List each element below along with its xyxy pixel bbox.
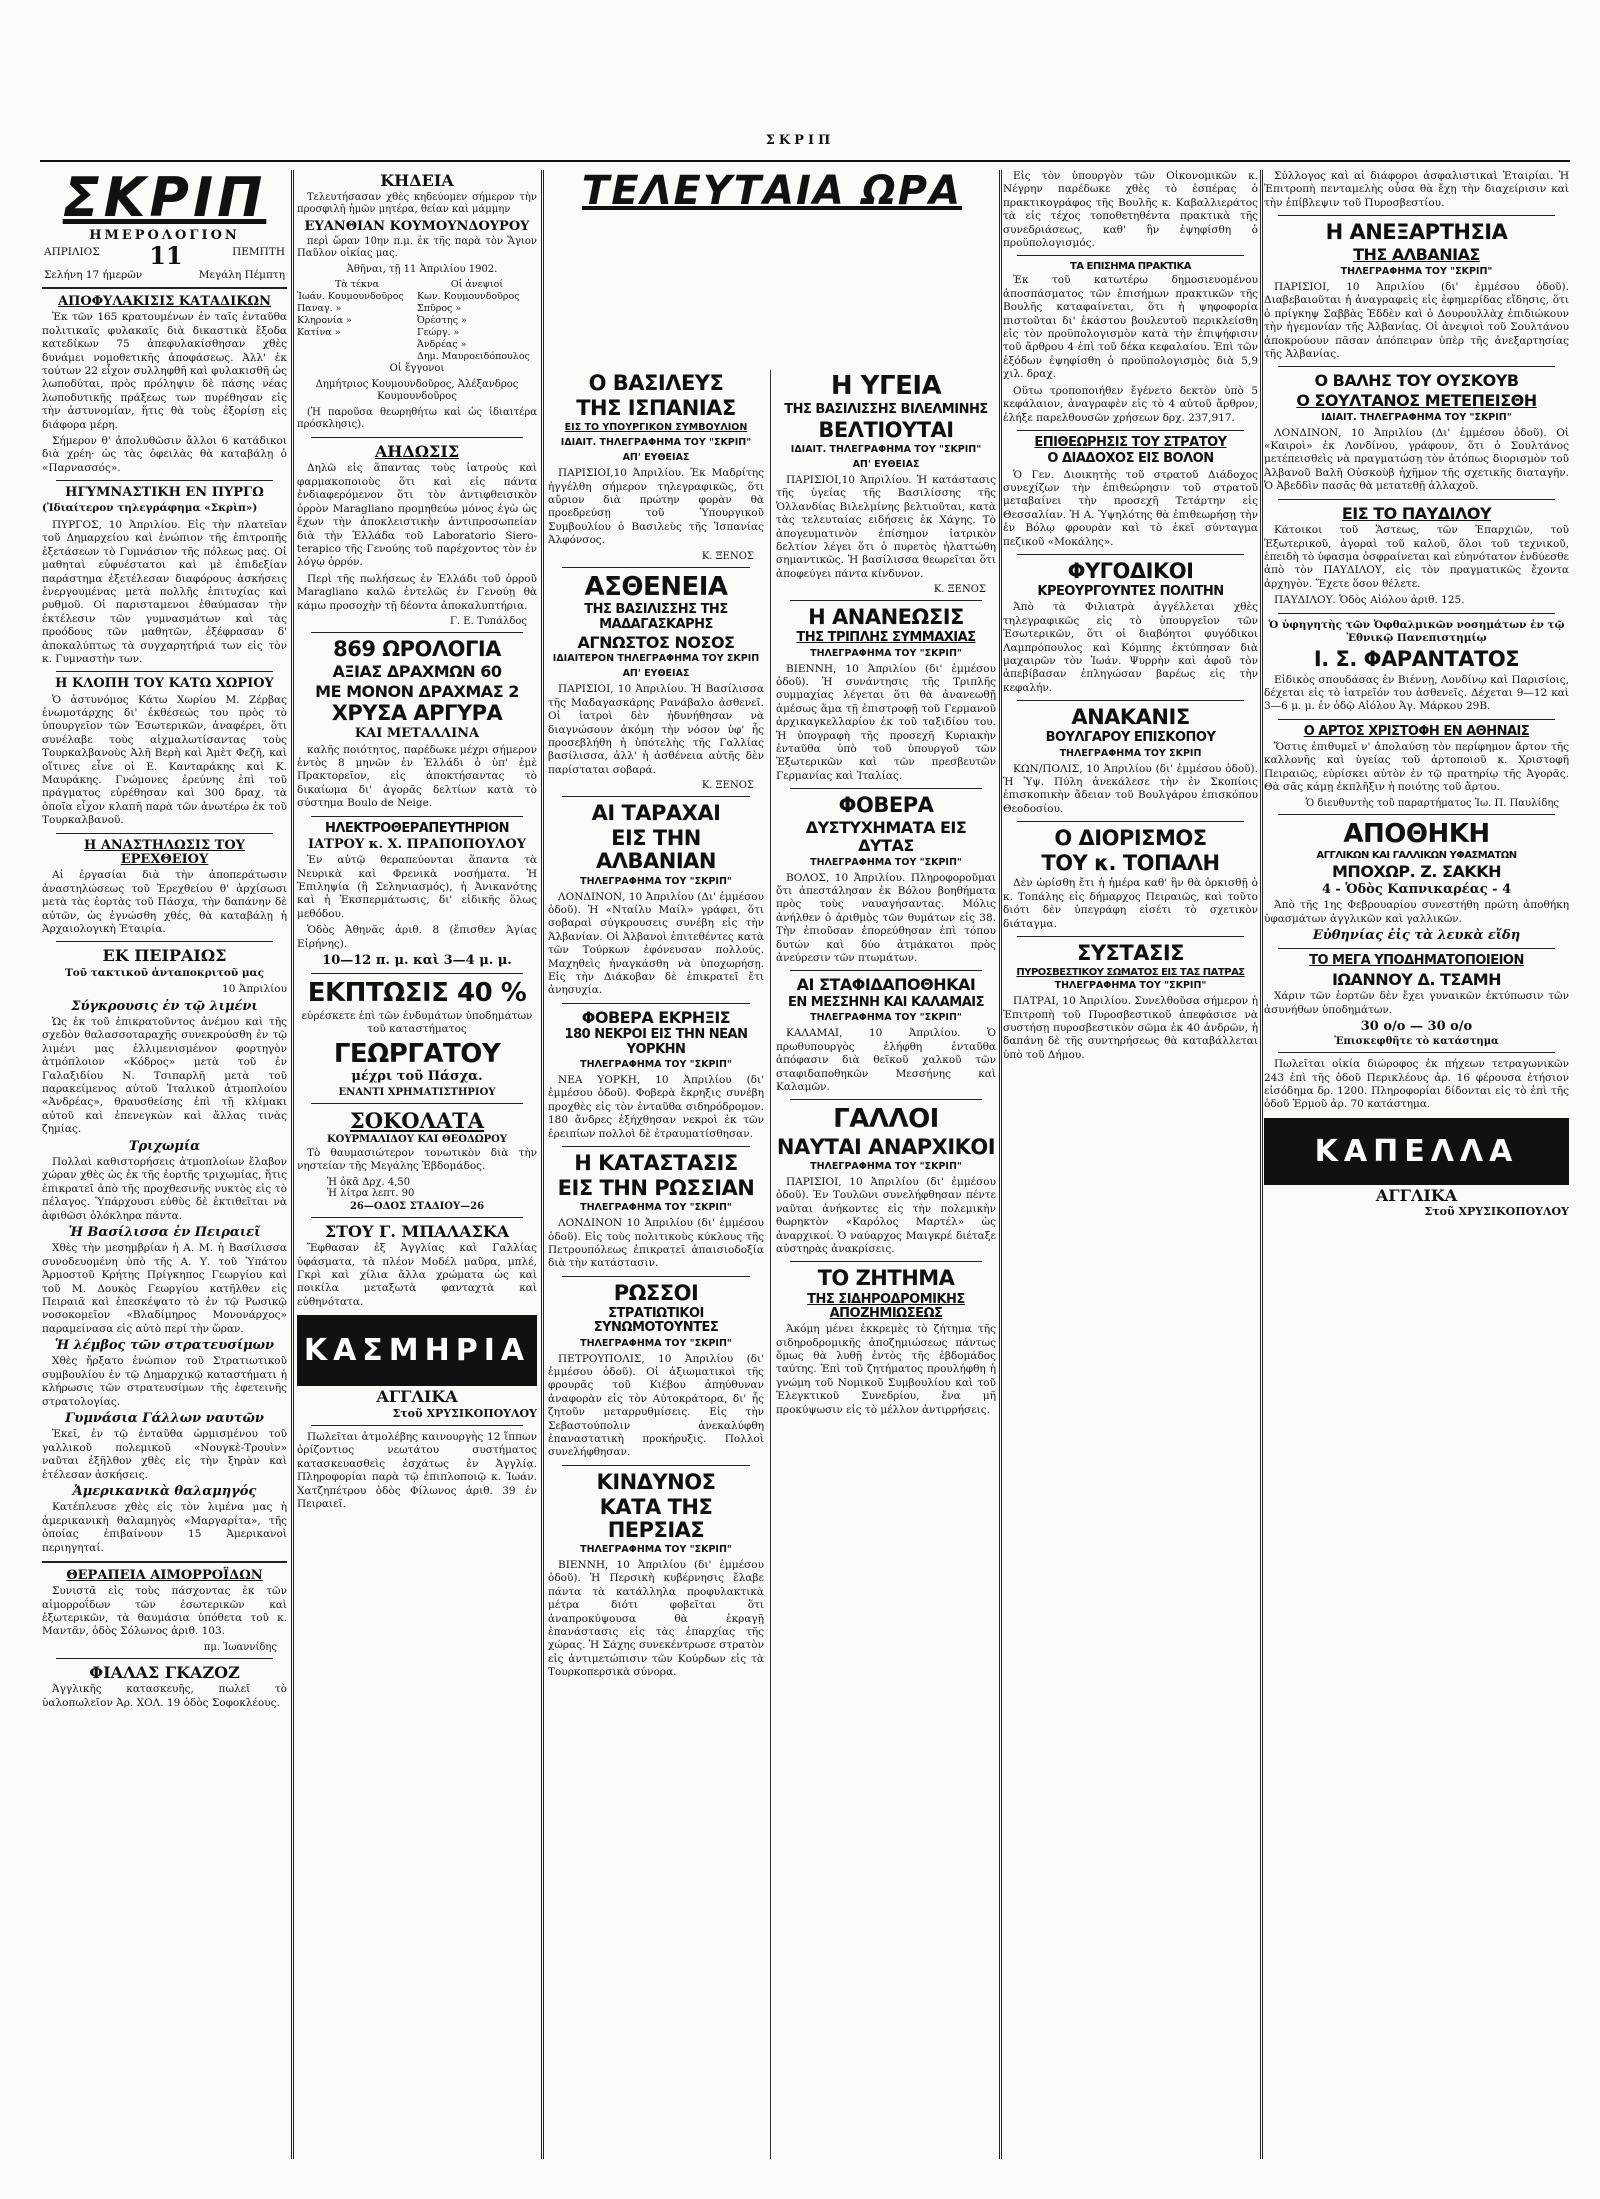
date-month: ΑΠΡΙΛΙΟΣ <box>44 246 100 258</box>
headline: ΑΣΘΕΝΕΙΑ <box>584 571 728 602</box>
article-text: ΚΩΝ/ΠΟΛΙΣ, 10 Ἀπριλίου (δι' ἐμμέσου ὁδοῦ). Ἡ Ὑψ. Πύλη ἀνεκάλεσε τὴν ἐν Σκοπίοις ἐπισκοπικὴν ἄδειαν τοῦ Βουλγάρου ἐπισκόπου Θεοδοσίου. <box>1003 762 1258 815</box>
store-line: Εὐθηνίας ἐἰς τὰ λευκὰ εἴδη <box>1312 927 1521 943</box>
byline: ΤΗΛΕΓΡΑΦΗΜΑ ΤΟΥ "ΣΚΡΙΠ" <box>580 875 732 887</box>
subhead: ΕΙΣ ΤΟ ΥΠΟΥΡΓΙΚΟΝ ΣΥΜΒΟΥΛΙΟΝ <box>564 422 748 434</box>
article-text: ΛΟΝΔΙΝΟΝ, 10 Ἀπριλίου (Δι' ἐμμέσου ὁδοῦ). Οἱ «Καιροὶ» ἐκ Λονδίνου, γράφουν, ὅτι ὁ Σουλτάνος μετέπεισθεὶς νὰ πραγματώσῃ τὸν ἀτόπως διορισμὸν τοῦ Ἀλβανοῦ Βαλῆ Οὐσκοὺβ ἠχῆμον τῆς σχετικῆς διαταγῆν. Ὁ Ἀβεδδὶν πασᾶς θὰ μετατεθῇ ἀλλαχοῦ. <box>1264 426 1569 493</box>
headline-gym: ΗΓΥΜΝΑΣΤΙΚΗ ΕΝ ΠΥΡΓΩ <box>65 485 264 501</box>
divider <box>1278 613 1555 614</box>
column-rule <box>999 170 1002 2159</box>
headline: 180 ΝΕΚΡΟΙ ΕΙΣ ΤΗΝ ΝΕΑΝ ΥΟΡΚΗΝ <box>564 1027 748 1057</box>
headline: ΑΙ ΤΑΡΑΧΑΙ <box>591 801 721 826</box>
byline: ΑΠ' ΕΥΘΕΙΑΣ <box>622 668 690 680</box>
mourner-name: Σπῦρος » <box>417 303 462 315</box>
headline: ΚΡΕΟΥΡΓΟΥΝΤΕΣ ΠΟΛΙΤΗΝ <box>1037 584 1224 600</box>
divider <box>790 600 982 601</box>
divider <box>1278 1052 1555 1053</box>
headline: ΕΙΣ ΤΟ ΠΑΥΔΙΛΟΥ <box>1341 503 1492 523</box>
divider <box>1278 814 1555 815</box>
divider <box>562 1276 750 1277</box>
ad-intro: Ὁ ὑφηγητὴς τῶν Ὀφθαλμικῶν νοσημάτων ἐν τῷ Ἐθνικῷ Πανεπιστημίῳ <box>1268 618 1565 644</box>
byline: ΑΠ' ΕΥΘΕΙΑΣ <box>852 458 920 470</box>
byline: ΤΗΛΕΓΡΑΦΗΜΑ ΤΟΥ "ΣΚΡΙΠ" <box>580 1202 732 1214</box>
subhead: Τριχωμία <box>128 1138 201 1154</box>
electro-doctor: ΙΑΤΡΟΥ κ. Χ. ΠΡΑΠΟΠΟΥΛΟΥ <box>308 836 526 852</box>
byline: ΤΗΛΕΓΡΑΦΗΜΑ ΤΟΥ "ΣΚΡΙΠ" <box>1054 980 1207 992</box>
electro-title: ΗΛΕΚΤΡΟΘΕΡΑΠΕΥΤΗΡΙΟΝ <box>324 820 510 836</box>
divider <box>311 1103 523 1104</box>
divider <box>790 788 982 789</box>
headline: Ο ΑΡΤΟΣ ΧΡΙΣΤΟΦΗ ΕΝ ΑΘΗΝΑΙΣ <box>1303 723 1530 739</box>
headline: ΦΥΓΟΔΙΚΟΙ <box>1067 558 1194 583</box>
notice-text: Δηλῶ εἰς ἅπαντας τοὺς ἰατροὺς καὶ φαρμακοποιοὺς ὅτι καὶ εἰς πάντα ἐνδιαφερόμενον ὅτι τὸν ἀντιφθεισικὸν ὀρρὸν Maragliano προμηθεύω μόνος ἐγὼ ὡς ἔχων τὴν ἀποκλειστικὴν ἀντιπροσωπείαν διὰ τὴν Ἑλλάδα τοῦ Laboratorio Siero-terapico τῆς Γενούης τοῦ παρέχοντος τὸν ἐν λόγῳ ὀρρόν. <box>297 462 537 569</box>
headline: Ο ΔΙΑΔΟΧΟΣ ΕΙΣ ΒΟΛΟΝ <box>1047 451 1214 467</box>
tsami-price: 30 ο/ο — 30 ο/ο <box>1360 1018 1473 1034</box>
headline: ΦΟΒΕΡΑ <box>838 793 934 818</box>
divider <box>311 1217 523 1218</box>
article-text: Κατέπλευσε χθὲς εἰς τὸν λιμένα μας ἡ ἀμερικανικὴ θαλαμηγὸς «Μαργαρίτα», τῆς ὁποίας ἐπιβαίνουν 15 Ἀμερικανοὶ περιηγηταί. <box>42 1501 287 1554</box>
article-text: Σύλλογος καὶ αἱ διάφοροι ἀσφαλιστικαὶ Ἑταιρίαι. Ἡ Ἐπιτροπὴ πενταμελὴς οὖσα θὰ ἔχῃ τὴν διαχείρισιν καὶ τὴν ἐπίβλεψιν τοῦ Πυροσβεστίου. <box>1264 170 1569 209</box>
article-text: Δὲν ὡρίσθη ἔτι ἡ ἡμέρα καθ' ἣν θὰ ὁρκισθῇ ὁ κ. Τοπάλης εἰς δήμαρχος Πειραιῶς, καὶ τοῦτο διότι δὲν ὑπεγράφη εἰσέτι τὸ σχετικὸν διάταγμα. <box>1003 877 1258 930</box>
divider <box>562 1465 750 1466</box>
divider <box>56 1658 273 1659</box>
clock-gold: ΧΡΥΣΑ ΑΡΓΥΡΑ <box>331 701 503 726</box>
headline: ΚΑΤΑ ΤΗΣ ΠΕΡΣΙΑΣ <box>599 1494 713 1542</box>
headline: ΤΗΣ ΑΛΒΑΝΙΑΣ <box>1353 245 1480 265</box>
column-2 <box>297 170 537 2159</box>
headline: ΤΗΣ ΤΡΙΠΛΗΣ ΣΥΜΜΑΧΙΑΣ <box>796 630 976 646</box>
column-rule <box>541 170 544 2159</box>
headline: ΣΥΣΤΑΣΙΣ <box>1077 941 1184 965</box>
headline-theft: Η ΚΛΟΠΗ ΤΟΥ ΚΑΤΩ ΧΩΡΙΟΥ <box>55 676 274 692</box>
headline: ΕΝ ΜΕΣΣΗΝΗ ΚΑΙ ΚΑΛΑΜΑΙΣ <box>788 995 984 1010</box>
discount-addr: ΕΝΑΝΤΙ ΧΡΗΜΑΤΙΣΤΗΡΙΟΥ <box>338 1086 496 1098</box>
headline: ΦΟΒΕΡΑ ΕΚΡΗΞΙΣ <box>581 1007 731 1027</box>
sale-text: Πωλεῖται ἀτμολέβης καινουργὴς 12 ἵππων ὁρίζοντιος νεωτάτου συστήματος κατασκευασθεὶς ἐσχάτως ἐν Ἀγγλίᾳ. Πληροφορίαι παρὰ τῷ ἐπιπλοποιῷ κ. Ἰωάν. Χατζηπέτρου ὁδὸς Φίλωνος ἀριθ. 39 ἐν Πειραιεῖ. <box>297 1430 537 1510</box>
subhead: Ἡ λέμβος τῶν στρατευσίμων <box>54 1338 275 1354</box>
notice-text: Περὶ τῆς πωλήσεως ἐν Ἑλλάδι τοῦ ὀρροῦ Maragliano καλῶ ἐντελῶς ἐν Γενούῃ θὰ κάμω προσοχὴν τῇ δέοντα ἀποκαλυπτήρια. <box>297 572 537 612</box>
article-text: ΝΕΑ ΥΟΡΚΗ, 10 Ἀπριλίου (δι' ἐμμέσου ὁδοῦ). Φοβερὰ ἔκρηξις συνέβη προχθὲς εἰς τὸν ἐνταῦθα σιδηρόδρομον. 180 ἄνδρες ἐξήχθησαν νεκροὶ ἐκ τῶν ἐρειπίων πολλοὶ δὲ ἐτραυματίσθησαν. <box>548 1073 764 1140</box>
clock-title: 869 ΩΡΟΛΟΓΙΑ <box>333 636 501 661</box>
ad-text: Συνιστᾶ εἰς τοὺς πάσχοντας ἐκ τῶν αἱμορροΐδων τῶν ἐσωτερικῶν καὶ ἐξωτερικῶν, τὰ θαυμάσια ὑπόθετα τοῦ κ. Μαντᾶν, ὁδὸς Σόλωνος ἀριθ. 103. <box>42 1585 287 1638</box>
headline: ΤΗΣ ΣΙΔΗΡΟΔΡΟΜΙΚΗΣ ΑΠΟΖΗΜΙΩΣΕΩΣ <box>807 1291 965 1321</box>
funeral-relatives: Οἱ ἔγγονοι <box>389 363 445 375</box>
headline: Η ΥΓΕΙΑ <box>830 371 942 401</box>
cashmere-store: Στοῦ ΧΡΥΣΙΚΟΠΟΥΛΟΥ <box>392 1406 537 1420</box>
funeral-names-right <box>417 291 537 363</box>
divider <box>311 973 523 974</box>
running-head: ΣΚΡΙΠ <box>765 133 835 148</box>
byline: ΤΗΛΕΓΡΑΦΗΜΑ ΤΟΥ "ΣΚΡΙΠ" <box>810 1012 962 1024</box>
clock-metal: ΚΑΙ ΜΕΤΑΛΛΙΝΑ <box>354 726 480 742</box>
column-5 <box>1264 170 1569 2159</box>
headline: Ι. Σ. ΦΑΡΑΝΤΑΤΟΣ <box>1313 647 1520 672</box>
divider <box>311 632 523 633</box>
divider <box>1017 700 1244 701</box>
headline: ΤΗΣ ΒΑΣΙΛΙΣΣΗΣ ΤΗΣ ΜΑΔΑΓΑΣΚΑΡΗΣ <box>584 602 728 632</box>
subhead: Σύγκρουσις ἐν τῷ λιμένι <box>71 998 258 1014</box>
article-text: ΒΟΛΟΣ, 10 Ἀπριλίου. Πληροφοροῦμαι ὅτι ἀπεστάλησαν ἐκ Βόλου βοηθήματα πρὸς τοὺς ναυαγήσαντας. Μόλις ἀνήλθεν ὁ ἀριθμὸς τῶν θυμάτων εἰς 38. Τὴν ἐπιοῦσαν ἐπορεύθησαν ἐπὶ τόπου δυτών καὶ δύο ἀτμάκατοι πρὸς ἀνεύρεσιν τῶν πτωμάτων. <box>776 871 996 964</box>
article-text: ΠΑΡΙΣΙΟΙ,10 Ἀπριλίου. Ἡ κατάστασις τῆς ὑγείας τῆς Βασιλίσσης τῆς Ὁλλανδίας Βιλελμίνης βελτιοῦται, κατὰ τὰς τελευταίας ειδήσεις ἐκ Χάγης. Τὸ ἀπογευματινὸν ἐπίσημον ἰατρικὸν δελτίον λέγει ὅτι ὁ πυρετὸς ἠλαττώθη σημαντικῶς. Ἡ βασίλισσα θεωρεῖται ὅτι ἀποφεύγει πάντα κίνδυνον. <box>776 473 996 580</box>
choc-price: Ἡ ὀκᾶ Δρχ. 4,50 <box>327 1176 411 1188</box>
article-text: ΒΙΕΝΝΗ, 10 Ἀπριλίου (δι' ἐμμέσου ὁδοῦ). Ἡ συνάντησις τῆς Τριπλῆς συμμαχίας λέγεται ὅτι θὰ ἀνανεωθῇ ἀμέσως ἅμα τῇ ἐπιστροφῇ τοῦ Γερμανοῦ ἀρχικαγκελλαρίου ἐκ τοῦ ταξιδίου του. Ἡ ὑπογραφὴ τῆς προσεχῆ Κυριακὴν ἐνταῦθα ὑπὸ τοῦ ὑπουργοῦ τῶν Ἐξωτερικῶν καὶ τῶν πρεσβευτῶν Γερμανίας καὶ Ἰταλίας. <box>776 662 996 782</box>
date-box <box>44 241 285 270</box>
headline: ΝΑΥΤΑΙ ΑΝΑΡΧΙΚΟΙ <box>776 1134 996 1159</box>
byline: ΤΗΛΕΓΡΑΦΗΜΑ ΤΟΥ "ΣΚΡΙΠ" <box>1340 265 1493 277</box>
divider <box>56 941 273 942</box>
divider <box>311 816 523 817</box>
headline: ΒΕΛΤΙΟΥΤΑΙ <box>818 417 954 442</box>
byline: ΑΠ' ΕΥΘΕΙΑΣ <box>622 452 690 464</box>
funeral-title: ΚΗΔΕΙΑ <box>380 171 454 190</box>
headline-therapy: ΘΕΡΑΠΕΙΑ ΑΙΜΟΡΡΟΪΔΩΝ <box>66 1567 263 1583</box>
byline: ΤΗΛΕΓΡΑΦΗΜΑ ΤΟΥ "ΣΚΡΙΠ" <box>580 1337 732 1349</box>
headline: Η ΑΝΕΞΑΡΤΗΣΙΑ <box>1325 220 1508 245</box>
funeral-note: (Ἡ παροῦσα θεωρηθήτω καὶ ὡς ἰδιαιτέρα πρόσκλησις). <box>297 406 537 431</box>
article-text: Οὕτω τροποποιήθεν ἔγένετο δεκτὸν ὑπὸ 5 κεφάλαιον, ἀναγραφὲν εἰς τὸ 4 αὐτοῦ ἄρθρον, ἐλήξε παρελθουσῶν χρήσεων δρχ. 237,917. <box>1003 384 1258 424</box>
funeral-time: περὶ ὥραν 10ην π.μ. ἐκ τῆς παρὰ τὸν Ἅγιον Παῦλον οἰκίας μας. <box>297 235 537 260</box>
funeral-names-left <box>297 291 417 363</box>
divider <box>1017 554 1244 555</box>
article-text: ΚΑΛΑΜΑΙ, 10 Ἀπριλίου. Ὁ πρωθυπουργὸς ἐλήφθη ἐνταῦθα ἀπόφασιν διὰ θεῖκοῦ χαλκοῦ τῶν σταφιδαποθηκῶν Μεσσήνης καὶ Καλαμῶν. <box>776 1027 996 1093</box>
mourner-name: Ὀρέστης » <box>417 315 467 327</box>
electro-text: Ἐν αὐτῷ θεραπεύονται ἅπαντα τὰ Νευρικὰ καὶ Φρενικὰ νοσήματα. Ἡ Ἐπιληψία (ἢ Σεληνιασμός), ἡ Ἀνικανότης καὶ ἡ Ἐκσπερμάτωσις, δι' εἰδικῆς ὅλως μεθόδου. <box>297 854 537 920</box>
headline: ΕΙΣ ΤΗΝ ΡΩΣΣΙΑΝ <box>557 1176 755 1201</box>
article-text: ΠΑΡΙΣΙΟΙ, 10 Ἀπριλίου (δι' ἐμμέσου ὁδοῦ). Διαβεβαιοῦται ἡ ἀναγραφεὶς εἰς ἐφημερίδας εἴδησις, ὅτι ὁ πρίγκηψ Σαββὰς Ἐδδὲν καὶ ὁ Δουρουλλὰχ ἐπιδιώκουν τὴν ἡγεμονίαν τῆς Ἀλβανίας. Οἱ ἀνεψιοὶ τοῦ Σουλτάνου ἀποκρούουν πᾶσαν ἀπόπειραν ὑπὲρ τῆς ἀνεξαρτησίας τῆς Ἀλβανίας. <box>1264 280 1569 360</box>
headline: ΑΝΑΚΑΝΙΣ <box>1071 705 1190 730</box>
mourner-name: Ἀνδρέας » <box>417 339 467 351</box>
hat-sub: ΑΓΓΛΙΚΑ <box>1375 1185 1458 1205</box>
subhead: Ἀμερικανικὰ θαλαμηγός <box>72 1484 257 1499</box>
headline: Ο ΒΑΣΙΛΕΥΣ <box>588 371 724 395</box>
electro-address: Ὁδὸς Ἀθηνᾶς ἀριθ. 8 (ἔπισθεν Ἁγίας Εἰρήνης). <box>297 924 537 950</box>
choc-price: Ἡ λίτρα λεπτ. 90 <box>327 1187 415 1199</box>
divider <box>1278 215 1555 216</box>
headline: Η ΚΑΤΑΣΤΑΣΙΣ <box>574 1151 738 1175</box>
column-4 <box>1003 170 1258 2159</box>
article-text: Ὁ ἀστυνόμος Κάτω Χωρίου Μ. Ζέρβας ἐνωμοτάρχης δι' ἐκθέσεώς του πρὸς τὸ ὑπουργεῖον τῶν Ἐσωτερικῶν, ἀναφέρει, ὅτι συνέλαβε τοὺς αἰχμαλωτίσαντας τοὺς Τουρκαλβανοὺς Ἀλῆ Βερὴ καὶ Ἀμὲτ Φεζῆ, καὶ οἵτινες εἶνε οἱ Ε. Κανταράκης καὶ Κ. Μαυράκης. Γνώμονες ἐρεύνης ἐπὶ τοῦ πράγματος εὑρέθησαν καὶ 300 δραχ. τὰ ὁποῖα εἶχον κλαπῆ παρὰ τῶν ἀνωτέρω ἐκ τοῦ Τουρκαλβανοῦ. <box>42 693 287 827</box>
mourner-name: Ἰωάν. Κουμουνδοῦρος <box>297 291 404 303</box>
date-day: 11 <box>149 241 183 270</box>
headline: ΤΟΥ κ. ΤΟΠΑΛΗ <box>1041 851 1220 876</box>
headline: ΔΥΣΤΥΧΗΜΑΤΑ ΕΙΣ ΔΥΤΑΣ <box>805 818 967 855</box>
article-text: ΠΑΡΙΣΙΟΙ,10 Ἀπριλίου. Ἐκ Μαδρίτης ἠγγέλθη σήμερον τηλεγραφικῶς, ὅτι αὔριον διὰ πρώτην φορὰν θὰ προεδρεύσῃ τοῦ Ὑπουργικοῦ Συμβουλίου ὁ Βασιλεὺς τῆς Ἱσπανίας Ἀλφόνσος. <box>548 467 764 547</box>
headline: ΚΙΝΔΥΝΟΣ <box>596 1469 716 1494</box>
headline: ΤΗΣ ΒΑΣΙΛΙΣΣΗΣ ΒΙΛΕΛΜΙΝΗΣ <box>784 401 988 417</box>
article-text: Ἐκ τοῦ κατωτέρω δημοσιευομένου ἀποσπάσματος τῶν ἐπισήμων πρακτικῶν τῆς Βουλῆς καταφαίνεται, ὅτι ἡ ψηφοφορία πιστοῦται δι' ἑκάστου βουλευτοῦ περικλείσθη εἰς τὸν προϋπολογισμὸν κατὰ τὴν ἐπιψήφισιν τοῦ ἄρθρου 4 ἐπὶ τοῦ δέκα κεφαλαίου. Ἐπὶ τῶν ἐξόδων ἐψηφίσθη ὁ προϋπολογισμὸς διὰ 5,9 χιλ. δραχ. <box>1003 274 1258 381</box>
ad-signature: πμ. Ἰωαννίδης <box>203 1641 277 1653</box>
column-1 <box>42 170 287 2159</box>
headline: ΕΠΙΘΕΩΡΗΣΙΣ ΤΟΥ ΣΤΡΑΤΟΥ <box>1034 434 1227 450</box>
byline: ΤΗΛΕΓΡΑΦΗΜΑ ΤΟΥ "ΣΚΡΙΠ" <box>580 1058 732 1070</box>
divider <box>42 287 287 289</box>
ad-text: Πωλεῖται οἰκία διώροφος ἐκ πήχεων τετραγωνικῶν 243 ἐπὶ τῆς ὁδοῦ Περικλέους ἀρ. 16 φέρουσα ἐτήσιον εἰσόδημα δρ. 1200. Πληροφορίαι δίδονται εἰς τὸ ἐπὶ τῆς ὁδοῦ Ἑρμοῦ ἀρ. 70 κατάστημα. <box>1264 1058 1569 1111</box>
article-text: ΠΑΡΙΣΙΟΙ, 10 Ἀπριλίου (δι' ἐμμέσου ὁδοῦ). Ἐν Τουλῶνι συνελήφθησαν πέντε ναῦται ἀνήκοντες εἰς τὴν πολεμικὴν θωρηκτὸν «Καρόλος Μαρτέλ» ὡς ἀναρχικοί. Ὁ ναύαρχος Μαιγκρέ διέταξε αὐστηρὰς ἀνακρίσεις. <box>776 1176 996 1256</box>
discount-store: ΓΕΩΡΓΑΤΟΥ <box>333 1038 501 1069</box>
mourner-name: Παναγ. » <box>297 303 342 315</box>
headline: Ο ΒΑΛΗΣ ΤΟΥ ΟΥΣΚΟΥΒ <box>1314 371 1519 391</box>
headline: ΜΠΟΧΩΡ. Ζ. ΣΑΚΚΗ <box>1332 862 1501 882</box>
article-text: ΠΥΡΓΟΣ, 10 Ἀπριλίου. Εἰς τὴν πλατεῖαν τοῦ Δημαρχείου καὶ ἐνώπιον τῆς ἐπιτροπῆς ἐξετάσεων τὸ Γυμνάσιον τῆς πόλεως μας. Οἱ μαθηταὶ εὐφυέστατοι καὶ μὲ ἐπιδεξίαν παράστημα ἐξετέλεσαν διαφόρους ἀσκήσεις ἐνεργουμένας μετὰ πολλῆς ἐπιτυχίας καὶ ρυθμοῦ. Οἱ παρισταμενοι ἐθαύμασαν τὴν ἐκτέλεσιν τῶν γυμνασμάτων καὶ τὰς προόδους τῶν μαθητῶν, ἐξέφρασαν δ' ἀποκαλύπτως τὰ συγχαρητήριά των εἰς τὸν κ. Γυμναστὴν των. <box>42 518 287 665</box>
article-text: Ὁ Γεν. Διοικητὴς τοῦ στρατοῦ Διάδοχος συνεχίζων τὴν ἐπιθεώρησιν τοῦ στρατοῦ μεταβαίνει τὴν προσεχῆ Τετάρτην εἰς Θεσσαλίαν. Ἡ Α. Ὑψηλότης θὰ ἐπιθεωρήσῃ τὴν ἐν Βόλῳ φρουρὰν καὶ τὸ ἐκεῖ σύνταγμα πεζικοῦ «Μοκάλης». <box>1003 468 1258 548</box>
divider <box>790 970 982 971</box>
electro-hours: 10—12 π. μ. καὶ 3—4 μ. μ. <box>322 953 512 969</box>
subhead: Ἡ Βασίλισσα ἐν Πειραιεῖ <box>68 1225 261 1241</box>
divider <box>311 437 523 438</box>
article-text: Πολλαὶ καθιστορήσεις ἀτμοπλοίων ἔλαβον χώραν χθὲς ὡς ἐκ τῆς ἑορτῆς τριχωμίας, ἥτις ἐπικρατεῖ ἀπὸ τῆς προχθεσινῆς νυκτὸς εἰς τὸ πέλαγος. Ὑπάρχουσι εὐθὺς δὲ ἐκτιθεῖται νὰ ἀφιθῶσι ὁλόκληρα πάντα. <box>42 1155 287 1222</box>
byline: ΤΗΛΕΓΡΑΦΗΜΑ ΤΟΥ ΣΚΡΙΠ <box>1059 747 1202 759</box>
headline-glass: ΦΙΑΛΑΣ ΓΚΑΖΟΖ <box>89 1662 240 1682</box>
headline: ΤΑ ΕΠΙΣΗΜΑ ΠΡΑΚΤΙΚΑ <box>1069 261 1192 273</box>
byline: ΙΔΙΑΙΤΕΡΟΝ ΤΗΛΕΓΡΑΦΗΜΑ ΤΟΥ ΣΚΡΙΠ <box>552 653 760 665</box>
top-rule <box>40 160 1570 162</box>
mpalaska-title: ΣΤΟΥ Γ. ΜΠΑΛΑΣΚΑ <box>324 1221 510 1241</box>
article-text: ΛΟΝΔΙΝΟΝ 10 Ἀπριλίου (δι' ἐμμέσου ὁδοῦ). Εἰς τοὺς πολιτικοὺς κύκλους τῆς Πετρουπόλεως ἐπικρατεῖ ἀπαισιοδοξία διὰ τὴν κατάστασιν. <box>548 1217 764 1270</box>
date-great: Μεγάλη Πέμπτη <box>198 269 285 281</box>
divider <box>790 1261 982 1262</box>
cashmere-title: ΚΑΣΜΗΡΙΑ <box>297 1315 537 1386</box>
funeral-mourners <box>297 279 537 363</box>
divider <box>1017 255 1244 256</box>
choc-title: ΣΟΚΟΛΑΤΑ <box>349 1107 485 1133</box>
hat-title: ΚΑΠΕΛΛΑ <box>1264 1118 1569 1185</box>
byline: ΤΗΛΕΓΡΑΦΗΜΑ ΤΟΥ "ΣΚΡΙΠ" <box>580 1544 732 1556</box>
signature: Κ. ΞΕΝΟΣ <box>933 584 986 596</box>
headline: ΣΤΡΑΤΙΩΤΙΚΟΙ ΣΥΝΩΜΟΤΟΥΝΤΕΣ <box>593 1305 719 1336</box>
byline: ΙΔΙΑΙΤ. ΤΗΛΕΓΡΑΦΗΜΑ ΤΟΥ "ΣΚΡΙΠ" <box>560 437 752 449</box>
headline-piraeus: ΕΚ ΠΕΙΡΑΙΩΣ <box>102 946 227 966</box>
funeral-name: ΕΥΑΝΘΙΑΝ ΚΟΥΜΟΥΝΔΟΥΡΟΥ <box>304 218 530 234</box>
discount-title: ΕΚΠΤΩΣΙΣ 40 % <box>307 978 527 1009</box>
divider <box>562 567 750 568</box>
column-rule <box>291 170 294 2159</box>
column-rule <box>1260 170 1263 2159</box>
notice-sign: Γ. Ε. Τυπάλδος <box>449 615 527 627</box>
date-box-2 <box>44 269 285 281</box>
piraeus-date: 10 Ἀπριλίου <box>222 983 287 996</box>
headline: ΙΩΑΝΝΟΥ Δ. ΤΣΑΜΗ <box>1331 969 1502 989</box>
headline: ΑΠΟΘΗΚΗ <box>1343 818 1490 849</box>
last-hour-title: ΤΕΛΕΥΤΑΙΑ ΩΡΑ <box>581 170 963 214</box>
article-text: ΒΙΕΝΝΗ, 10 Ἀπριλίου (δι' ἐμμέσου ὁδοῦ). Ἡ Περσικὴ κυβέρνησις ἔλαβε πάντα τὰ κατάλληλα προφυλακτικὰ μέτρα διότι φοβεῖται ὅτι ἀναπροκύψουσα θὰ ἐκραγῇ ἐπανάστασις εἰς τὰς ἐπαρχίας τῆς χώρας. Ἡ Σάχης συνεκέντρωσε στρατὸν εἰς ἀντιμετώπισιν τῶν Κούρδων εἰς τὰ Τουρκοπερσικὰ σύνορα. <box>548 1559 764 1679</box>
clock-text: καλῆς ποιότητος, παρέδωκε μέχρι σήμερον ἐντὸς 8 μηνῶν ἐν Ἑλλάδι ὁ ὑπ' ἐμὲ Πρακτορεῖον, εἰς ἀποκτήσαντας τὸ δικαίωμα δι' ἀγορᾶς δελτίων κατὰ τὸ σύστημα Boulo de Neige. <box>297 743 537 810</box>
column-3-left <box>548 370 764 2159</box>
divider <box>790 1099 982 1100</box>
byline: ΙΔΙΑΙΤ. ΤΗΛΕΓΡΑΦΗΜΑ ΤΟΥ "ΣΚΡΙΠ" <box>790 443 982 455</box>
article-text: Σήμερον θ' ἀπολυθῶσιν ἄλλοι 6 κατάδικοι διὰ χρέη· ὡς τὰς ὀφειλὰς θὰ καταβάλῃ ὁ «Παρνασσός». <box>42 434 287 474</box>
article-text: ΛΟΝΔΙΝΟΝ, 10 Ἀπριλίου (Δι' ἐμμέσου ὁδοῦ). Ἡ «Νταίλυ Μαίλ» γράφει, ὅτι σοβαραὶ σύγκρουσεις συνέβη εἰς τὴν Ἀλβανίαν. Οἱ Ἀλβανοὶ ἐπιτεθέντες κατὰ τῶν Τούρκων ἐφόνευσαν πολλούς. Μαχηθεὶς ἠναγκάσθη νὰ ὑποχωρήσῃ. Εἰς τὴν Διάκοβαν δὲ ἐπικρατεῖ ἔτι ἀνησυχία. <box>548 890 764 997</box>
divider <box>56 480 273 481</box>
headline: ΒΟΥΛΓΑΡΟΥ ΕΠΙΣΚΟΠΟΥ <box>1045 730 1216 746</box>
divider <box>56 671 273 672</box>
column-3-right <box>776 370 996 2159</box>
mourner-name: Κληρονία » <box>297 315 352 327</box>
choc-brand: ΚΟΥΡΜΑΛΙΔΟΥ ΚΑΙ ΘΕΟΔΩΡΟΥ <box>326 1133 508 1145</box>
funeral-children-label: Τὰ τέκνα <box>334 279 380 291</box>
ad-text: Ἀγγλικῆς κατασκευῆς, πωλεῖ τὸ ὑαλοπωλεῖον Ἀρ. ΧΟΛ. 19 ὁδὸς Σοφοκλέους. <box>42 1683 287 1709</box>
article-text: Ὡς ἐκ τοῦ ἐπικρατοῦντος ἀνέμου καὶ τῆς σχεδὸν θαλασσοταραχῆς συνεκρούσθη ἐν τῷ λιμένι μας ἐλλιμενισμένον φορτηγὸν ἀτμόπλοιον «Κόδρος» μετὰ τοῦ ἐν Γαλαξιδίου Ν. Τσιπαρλῆ μετὰ τοῦ παρακείμενος αὐτοῦ Ἰταλικοῦ ἀτμοπλοίου «Ἀνδρέας», θραυσθείσης ἐπὶ τῇ κλίμακι αὐτοῦ καὶ ἐπενεγκὼν καὶ ἄλλας τινὰς ζημίας. <box>42 1016 287 1136</box>
funeral-nephews-label: Οἱ ἀνεψιοί <box>450 279 504 291</box>
article-text: ΠΑΤΡΑΙ, 10 Ἀπριλίου. Συνελθοῦσα σήμερον ἡ Ἐπιτροπὴ τοῦ Πυροσβεστικοῦ ἀπεφάσισε νὰ συστήσῃ πυροσβεστικὸν σῶμα ἐκ 40 ἀνδρῶν, ἡ δαπάνη δὲ τῆς συντηρήσεως θὰ καταβάλλεται ὑπὸ τοῦ Δήμου. <box>1003 995 1258 1061</box>
article-text: ΠΑΡΙΣΙΟΙ, 10 Ἀπριλίου. Ἡ Βασίλισσα τῆς Μαδαγασκάρης Ρανάβαλο ἀσθενεῖ. Οἱ ἰατροὶ δὲν ἠδυνήθησαν νὰ διαγνώσουν ἀκόμη τὴν νόσον ὑφ' ἧς προσεβλήθη ἡ ὑπότελὴς τῆς Γαλλίας βασίλισσα, ἀλλ' ἡ ἀσθένεια αὐτῆς δὲν παρίσταται σοβαρά. <box>548 683 764 776</box>
ad-text: Ὅστις ἐπιθυμεῖ ν' ἀπολαύσῃ τὸν περίφημον ἄρτον τῆς καλλονῆς καὶ ὑγείας τοῦ ἀρτοποιοῦ κ. Χριστοφῆ Πειραιῶς, εὑρίσκει αὐτὸν ἐν τῷ πρατηρίῳ τῆς Ἀγορᾶς. Θὰ σᾶς κάμῃ ἐκπλῆξιν ἡ ποιότης τοῦ ἄρτου. <box>1264 741 1569 794</box>
discount-until: μέχρι τοῦ Πάσχα. <box>351 1069 483 1085</box>
divider <box>1278 499 1555 500</box>
byline: ΤΗΛΕΓΡΑΦΗΜΑ ΤΟΥ "ΣΚΡΙΠ" <box>810 1161 962 1173</box>
masthead-subtitle: ΗΜΕΡΟΛΟΓΙΟΝ <box>89 228 240 243</box>
headline: ΕΙΣ ΤΗΝ ΑΛΒΑΝΙΑΝ <box>596 826 716 874</box>
cashmere-sub: ΑΓΓΛΙΚΑ <box>376 1387 458 1407</box>
piraeus-sub: Τοῦ τακτικοῦ ἀνταποκριτοῦ μας <box>64 966 265 979</box>
headline: Η ΑΝΑΝΕΩΣΙΣ <box>808 605 964 630</box>
headline: Ο ΣΟΥΛΤΑΝΟΣ ΜΕΤΕΠΕΙΣΘΗ <box>1296 390 1537 410</box>
notice-title: ΑΗΔΩΣΙΣ <box>374 441 460 461</box>
clock-only: ΜΕ ΜΟΝΟΝ ΔΡΑΧΜΑΣ 2 <box>315 681 519 701</box>
signature: Κ. ΞΕΝΟΣ <box>701 550 754 562</box>
ad-text: Κάτοικοι τοῦ Ἄστεως, τῶν Ἐπαρχιῶν, τοῦ Ἐξωτερικοῦ, ἀγοραὶ τοῦ καλοῦ, ὅλοι τοῦ τεχνικοῦ, ἐπειδὴ τὸ ὑφασμα ὁσφραίνεται καὶ εὐηνότατον ἐνδύεσθε ἀπὸ τὸν ΠΑΥΔΙΛΟΥ, εἰς τὸν πραγματικῶς ἔχοντα ἀρχηγὸν. Ἔχετε ὅσον θέλετε. <box>1264 524 1569 590</box>
article-text: Ἀκόμη μένει ἐκκρεμὲς τὸ ζήτημα τῆς σιδηροδρομικῆς ἀποζημιώσεως πάντως ὅμως θὰ λυθῇ ἐντὸς τῆς ἑβδομάδος ταύτης. Ἐπὶ τοῦ ζητήματος προυλήφθη ἡ γνώμη τοῦ Νομικοῦ Συμβουλίου καὶ τοῦ Ἐλεγκτικοῦ Συνεδρίου, ἔνα μῆ προκύψωσιν εἰς τὸ μέλλον ἀντιρρήσεις. <box>776 1323 996 1416</box>
ad-text: Εἰδικὸς σπουδάσας ἐν Βιέννῃ, Λονδίνῳ καὶ Παρισίοις, δέχεται εἰς τὸ ἰατρεῖόν του ἀσθενεῖς. Δέχεται 9—12 καὶ 3—6 μ. μ. ἐν ὁδῷ Αἰόλου Ἀγ. Μάρκου 29Β. <box>1264 673 1569 713</box>
masthead <box>42 170 287 281</box>
byline: ΙΔΙΑΙΤ. ΤΗΛΕΓΡΑΦΗΜΑ ΤΟΥ "ΣΚΡΙΠ" <box>1321 411 1512 423</box>
divider <box>562 1003 750 1004</box>
divider <box>56 833 273 834</box>
divider <box>1278 366 1555 367</box>
masthead-title: ΣΚΡΙΠ <box>62 170 267 229</box>
date-moon: Σελήνη 17 ήμερῶν <box>44 269 143 281</box>
mourner-name: Κων. Κουμουνδοῦρος <box>417 291 520 303</box>
headline: ΡΩΣΣΟΙ <box>613 1280 699 1305</box>
divider <box>42 1561 287 1563</box>
choc-addr: 26—ΟΔΟΣ ΣΤΑΔΙΟΥ—26 <box>349 1200 485 1212</box>
hat-store: Στοῦ ΧΡΥΣΙΚΟΠΟΥΛΟΥ <box>1424 1205 1569 1219</box>
article-text: Αἱ ἐργασίαι διὰ τὴν ἀποπεράτωσιν ἀναστηλώσεως τοῦ Ἐρεχθείου θ' ἀρχίσωσι μετὰ τὰς ἑορτὰς τοῦ Πάσχα, τὴν δαπάνην δὲ αὐτῶν, ὡς ἐγνώσθη χθές, θὰ καταβάλῃ ἡ Ἀρχαιολογικὴ Ἑταιρία. <box>42 869 287 935</box>
divider <box>1017 821 1244 822</box>
divider <box>562 1146 750 1147</box>
article-text: Ἐκεῖ, ἐν τῷ ἐνταῦθα ὡρμισμένου τοῦ γαλλικοῦ πολεμικοῦ «Νουγκὲ-Τρουὶν» ναῦται ἐξῆλθον χθὲς εἰς τὴν ξηρὰν καὶ ἐτέλεσαν ἀσκήσεις. <box>42 1428 287 1481</box>
headline: ΑΓΓΛΙΚΩΝ ΚΑΙ ΓΑΛΛΙΚΩΝ ΥΦΑΣΜΑΤΩΝ <box>1316 850 1517 862</box>
headline: ΤΗΣ ΙΣΠΑΝΙΑΣ <box>576 396 736 421</box>
divider <box>1017 936 1244 937</box>
mourner-name: Κατίνα » <box>297 327 341 339</box>
divider <box>311 1425 523 1426</box>
article-text: Χθὲς τὴν μεσημβρίαν ἡ Α. Μ. ἡ Βασίλισσα συνοδευομένη ὑπὸ τῆς Α. Υ. τοῦ Ὑπάτου Ἁρμοστοῦ Κρήτης Πρίγκηπος Γεωργίου καὶ τοῦ Μ. Δουκὸς Γεωργίου κατῆλθεν εἰς Πειραιᾶ καὶ ἐπεσκέψατο τὸ ἐν τῷ Ρωσικῷ νοσοκομεῖον «Βλαδίμηρος Μονονάρχος» παραμείνασα εἰς αὐτὸ περί τὴν ὥραν. <box>42 1242 287 1335</box>
article-text: Χθὲς ἤρξατο ἐνώπιον τοῦ Στρατιωτικοῦ συμβουλίου ἐν τῷ Δημαρχικῷ καταστήματι ἡ κλήρωσις τῶν στρατευσίμων τῆς ἐφετεινῆς στρατολογίας. <box>42 1355 287 1408</box>
byline: (Ἰδιαίτερον τηλεγράφημα «Σκρὶπ») <box>42 502 258 515</box>
ad-text: Ἀπὸ τῆς 1ης Φεβρουαρίου συνεστήθη πρώτη ἀποθήκη ὑφασμάτων ἀγγλικῶν καὶ γαλλικῶν. <box>1264 899 1569 925</box>
headline: ΑΓΝΩΣΤΟΣ ΝΟΣΟΣ <box>577 632 735 652</box>
article-text: Εἰς τὸν ὑπουργὸν τῶν Οἰκονομικῶν κ. Νέγρην παρέδωκε χθὲς τὸ ἑσπέρας ὁ πρακτικογράφος τῆς Βουλῆς κ. Καβαλλιεράτος τὰ εἰς τέχος τοποθετηθέντα πρακτικὰ τῆς συνεδριάσεως, καθ' ἣν ἐψηφίσθη ὁ προϋπολογισμός. <box>1003 170 1258 250</box>
article-text: Ἐκ τῶν 165 κρατουμένων ἐν ταῖς ἐνταῦθα πολιτικαῖς φυλακαῖς διὰ δικαστικὰ ἔξοδα κατεδίκων 75 ἀπεφυλακίσθησαν χθὲς δυνάμει νομοθετικῆς ἀποφάσεως. Ἀλλ' ἐκ τούτων 22 εἶχον συλληφθῆ καὶ φυλακισθῆ ὡς λωποδύται, πρὸς πρόληψιν δὲ πάσης νέας λωποδυτικῆς πράξεως των πυρέθησαν εἰς τὴν ἀστυνομίαν, ἥτις θὰ τοὺς ἐξορίσῃ εἰς διάφορα μέρη. <box>42 311 287 431</box>
tsami-address: Ἐπισκεφθῆτε τὸ κατάστημα <box>1334 1036 1499 1048</box>
byline: ΤΗΛΕΓΡΑΦΗΜΑ ΤΟΥ "ΣΚΡΙΠ" <box>810 856 962 868</box>
article-text: Ἀπὸ τὰ Φιλιατρὰ ἀγγέλλεται χθὲς τηλεγραφικῶς εἰς τὸ ὑπουργεῖον τῶν Ἐσωτερικῶν, ὅτι οἱ διαβόητοι φυγόδικοι Λαμπρόπουλος καὶ Κόμπης ἐκτύπησαν διὰ μαχαιρῶν τὸν Ἰωάν. Ψυρρὴν καὶ ἀφοῦ τὸν ἀπεβίβασαν ἐπληγώσαν βαρέως εἰς τὴν κεφαλήν. <box>1003 601 1258 694</box>
headline: ΤΟ ΜΕΓΑ ΥΠΟΔΗΜΑΤΟΠΟΙΕΙΟΝ <box>1309 953 1524 969</box>
ad-text: Χάριν τῶν ἑορτῶν δὲν ἔχει γυναικῶν ἐκτύπωσιν τῶν ἀσυνήθων ὑποδημάτων. <box>1264 990 1569 1016</box>
headline: Ο ΔΙΟΡΙΣΜΟΣ <box>1054 826 1207 851</box>
mourner-name: Γεώργ. » <box>417 327 460 339</box>
discount-text: εὑρέσκετε ἐπὶ τῶν ἐνδυμάτων ὑποδημάτων τοῦ καταστήματος <box>301 1009 533 1036</box>
funeral-date: Ἀθῆναι, τῇ 11 Ἀπριλίου 1902. <box>346 263 498 275</box>
column-rule <box>770 370 771 2159</box>
clock-value: ΑΞΙΑΣ ΔΡΑΧΜΩΝ 60 <box>332 662 502 682</box>
mourner-name: Δημ. Μαυροειδόπουλος <box>417 351 530 363</box>
mpalaska-text: Ἔφθασαν ἐξ Ἀγγλίας καὶ Γαλλίας ὑφάσματα, τὰ πλέον Μοδέλ μαῦρα, μπλέ, Γκρὶ καὶ χίλια ἄλλα χρώματα ὡς καὶ ποικίλα μεταξωτὰ φανταχτὰ καὶ εὐθηνότατα. <box>297 1242 537 1308</box>
article-text: ΠΕΤΡΟΥΠΟΛΙΣ, 10 Ἀπριλίου (δι' ἐμμέσου ὁδοῦ). Οἱ ἀξιωματικοὶ τῆς φρουρᾶς τοῦ Κιέβου ἀπηύθυναν ἀναφορὰν εἰς τὸν Αὐτοκράτορα, δι' ἧς ζητοῦν μεταρρυθμίσεις. Εἰς τὴν Σεβαστούπολιν ἀνεκαλύφθη ἐπαναστατικὴ προκήρυξις. Πολλοὶ συνελήφθησαν. <box>548 1352 764 1459</box>
headline-amnesty: ΑΠΟΦΥΛΑΚΙΣΙΣ ΚΑΤΑΔΙΚΩΝ <box>58 294 271 309</box>
divider <box>1278 719 1555 720</box>
date-weekday: ΠΕΜΠΤΗ <box>232 246 285 258</box>
signature: Ὁ διευθυντὴς τοῦ παραρτήματος Ἰω. Π. Παυλίδης <box>1305 797 1559 809</box>
divider <box>562 796 750 797</box>
subhead: Γυμνάσια Γάλλων ναυτῶν <box>65 1411 264 1427</box>
divider <box>1278 948 1555 949</box>
funeral-relatives-names: Δημήτριος Κουμουνδοῦρος, Ἀλέξανδρος Κουμουνδοῦρος <box>315 378 519 403</box>
headline: ΠΥΡΟΣΒΕΣΤΙΚΟΥ ΣΩΜΑΤΟΣ ΕΙΣ ΤΑΣ ΠΑΤΡΑΣ <box>1016 967 1245 979</box>
column-3 <box>548 170 996 2159</box>
headline: ΑΙ ΣΤΑΦΙΔΑΠΟΘΗΚΑΙ <box>796 975 976 995</box>
divider <box>1017 430 1244 431</box>
byline: ΤΗΛΕΓΡΑΦΗΜΑ ΤΟΥ "ΣΚΡΙΠ" <box>810 647 962 659</box>
choc-text: Τὸ θαυμασιώτερον τονωτικὸν διὰ τὴν νηστείαν τῆς Μεγάλης Ἑβδομάδος. <box>297 1146 537 1173</box>
ad-text: ΠΑΥΔΙΛΟΥ. Ὁδὸς Αἰόλου ἀριθ. 125. <box>1274 594 1465 607</box>
store-address: 4 - Ὁδὸς Καπνικαρέας - 4 <box>1321 881 1512 897</box>
headline: ΤΟ ΖΗΤΗΜΑ <box>817 1266 955 1291</box>
funeral-text: Τελευτήσασαν χθὲς κηδεύομεν σήμερον τὴν προσφιλῆ ἡμῶν μητέρα, θείαν καὶ μάμμην <box>297 191 537 216</box>
headline: ΓΑΛΛΟΙ <box>833 1104 939 1135</box>
signature: Κ. ΞΕΝΟΣ <box>701 780 754 792</box>
headline-erechtheion: Η ΑΝΑΣΤΗΛΩΣΙΣ ΤΟΥ ΕΡΕΧΘΕΙΟΥ <box>84 837 245 867</box>
